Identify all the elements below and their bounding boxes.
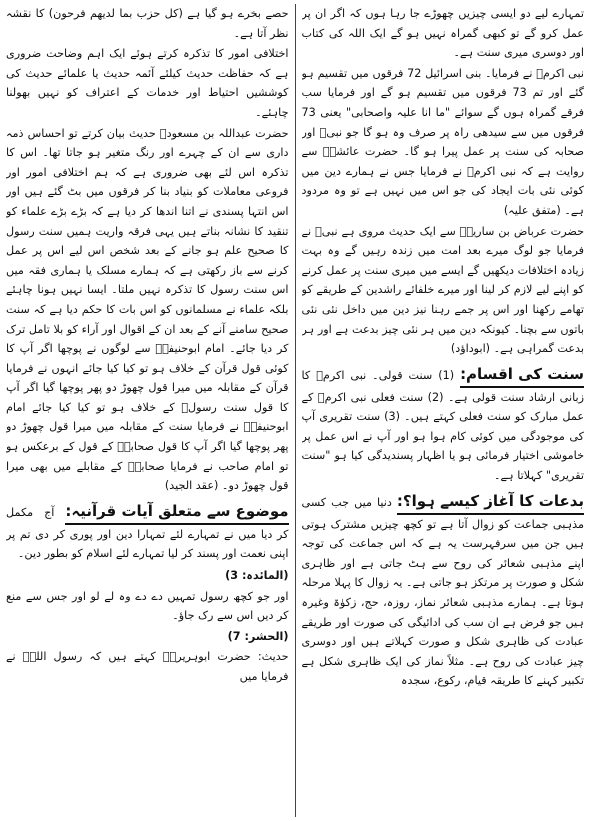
right-column bbox=[6, 4, 289, 817]
right-paragraph-3: حضرت عبداللہ بن مسعودؓ حدیث بیان کرتے تو احساس ذمہ داری سے ان کے چہرے اور رنگ متغیر ہو جاتا تھا۔ اس کا تذکرہ اس لئے بھی ضروری ہے کہ ہم اختلافی امور اور فروعی معاملات کو بنیاد بنا کر فرقوں میں بٹ گئے ہیں اور اس انتہا پسندی نے اتنا اندھا کر دیا ہے کہ بڑے بڑے علماء کو تنقید کا نشانہ بناتے ہیں یہی فرقہ واریت ہمیں سنت رسول کا صحیح علم ہو جانے کے بعد شخص اس لیے اس پر عمل کرنے سے باز رکھتی ہے کہ ہمارے مسلک یا ہماری فقہ میں اس سنت رسول کا تذکرہ نہیں ملتا۔ ایسا نہیں ہونا چاہئے بلکہ علماء نے مسلمانوں کو اس بات کا حکم دیا ہے کہ سنت صحیح سامنے آنے کے بعد ان کے اقوال اور آراء کو بلا تامل ترک کر دیا جائے۔ امام ابوحنیفہؒ سے لوگوں نے پوچھا اگر آپ کا کوئی قول قرآن کے خلاف ہو تو کیا کیا جائے انہوں نے فرمایا قرآن کے مقابلہ میں میرا قول چھوڑ دو پھر پوچھا گیا اگر آپ کا قول سنت رسولؐ کے خلاف ہو تو کیا کیا جائے امام ابوحنیفہؒ نے فرمایا سنت کے مقابلہ میں میرا قول چھوڑ دو پھر پوچھا گیا اگر آپ کا قول صحابہؓ کے قول کے برعکس ہو تو امام صاحب نے فرمایا صحابہؓ کے مقابلے میں بھی میرا قول چھوڑ دو۔ (عقد الجید) bbox=[6, 126, 289, 493]
bidat-text: دنیا میں جب کسی مذہبی جماعت کو زوال آتا ہے تو کچھ چیزیں مشترک ہوتی ہیں جن میں سرفہرست یہ ہے کہ اس جماعت کی توجہ اپنے مذہبی شعائر کی روح سے ہٹ جاتی ہے اور ظاہری شکل و صورت پر مرتکز ہو جاتی ہے۔ یہ زوال کا پہلا مرحلہ ہوتا ہے۔ ہمارے مذہبی شعائر نماز، روزہ، حج، زکوٰۃ وغیرہ ہیں جو فرض ہے ان سب کی ادائیگی کی صورت اور طریقے عبادت کی ظاہری شکل و صورت کہلاتے ہیں اور دوسری چیز عبادت کی روح ہے۔ مثلاً نماز کی ایک ظاہری شکل ہے تکبیر کہنے کا طریقہ قیام، رکوع، سجدہ bbox=[301, 495, 584, 688]
right-paragraph-1: حصے بخرے ہو گیا ہے (کل حزب بما لدیھم فرحون) کا نقشہ نظر آتا ہے۔ bbox=[6, 7, 289, 40]
citation-hashr: (الحشر: 7) bbox=[227, 629, 289, 643]
right-paragraph-2: اختلافی امور کا تذکرہ کرتے ہوئے ایک اہم وضاحت ضروری ہے کہ حفاظت حدیث کیلئے آئمہ حدیث یا علمائے حدیث کی کوششیں احتیاط اور خدمات کے اعتراف کو نہیں بھولنا چاہئے۔ bbox=[6, 47, 289, 119]
left-paragraph-2: نبی اکرمؐ نے فرمایا۔ بنی اسرائیل 72 فرقوں میں تقسیم ہو گئے اور تم 73 فرقوں میں تقسیم ہو گے اور فرمایا سب فرقے گمراہ ہوں گے سوائے "ما انا علیہ واصحابی" یعنی 73 فرقوں میں سے سیدھی راہ پر صرف وہ ہو گا جو نبیؐ اور صحابہ کی سنت پر عمل پیرا ہو گا۔ حضرت عائشہؓ سے روایت ہے کہ نبی اکرمؐ نے فرمایا جس نے ہمارے دین میں کوئی نئی بات ایجاد کی جو اس میں نہیں ہے تو وہ مردود ہے۔ (متفق علیہ) bbox=[301, 66, 584, 217]
column-divider bbox=[295, 4, 296, 817]
quran-verses-section bbox=[6, 498, 289, 564]
sunnah-types-text: (1) سنت قولی۔ نبی اکرمؐ کا زبانی ارشاد سنت قولی ہے۔ (2) سنت فعلی نبی اکرمؐ کے عمل مبارک کو سنت فعلی کہتے ہیں۔ (3) سنت تقریری آپ کی موجودگی میں کوئی کام ہوا ہو اور آپ نے اس عمل پر خاموشی اختیار فرمائی ہو یا اظہار پسندیدگی کیا ہو "سنت تقریری" کہلاتا ہے۔ bbox=[301, 368, 584, 483]
left-column bbox=[302, 4, 585, 817]
quran-verse-1: آج مکمل کر دیا میں نے تمہارے لئے تمہارا دین اور پوری کر دی تم پر اپنی نعمت اور پسند کر لیا تمہارے لئے اسلام کو بطور دین۔ bbox=[6, 505, 289, 561]
bidat-heading: بدعات کا آغاز کیسے ہوا؟: bbox=[397, 490, 584, 515]
quran-verse-2: اور جو کچھ رسول تمہیں دے دے وہ لے لو اور جس سے منع کر دیں اس سے رک جاؤ۔ bbox=[6, 589, 289, 623]
left-paragraph-1: تمہارے لیے دو ایسی چیزیں چھوڑے جا رہا ہوں کہ اگر ان پر عمل کرو گے تو کبھی گمراہ نہیں ہو گے ایک اللہ کی کتاب اور دوسری میری سنت ہے۔ bbox=[301, 7, 584, 60]
citation-maida: (المائدہ: 3) bbox=[225, 569, 289, 583]
bidat-section bbox=[302, 488, 585, 691]
sunnah-types-heading: سنت کی اقسام: bbox=[460, 363, 584, 388]
quran-verses-heading: موضوع سے متعلق آیات قرآنیہ: bbox=[65, 500, 288, 525]
sunnah-types-section bbox=[302, 361, 585, 486]
left-paragraph-3: حضرت عرباض بن ساریہؓ سے ایک حدیث مروی ہے نبیؐ نے فرمایا جو لوگ میرے بعد امت میں زندہ رہیں گے وہ بہت زیادہ اختلافات دیکھیں گے ایسے میں میری سنت پر عمل کرنے کو اپنے لیے لازم کر لینا اور میرے خلفائے راشدین کے طریقے کو تھامے رکھنا اور اس پر جمے رہنا نیز دین میں داخل نئی نئی باتوں سے بچنا۔ کیونکہ دین میں ہر نئی چیز بدعت ہے اور ہر بدعت گمراہی ہے۔ (ابوداؤد) bbox=[301, 224, 584, 356]
hadith-intro: حدیث: حضرت ابوہریرہؓ کہتے ہیں کہ رسول اللہؐ نے فرمایا میں bbox=[6, 650, 289, 683]
